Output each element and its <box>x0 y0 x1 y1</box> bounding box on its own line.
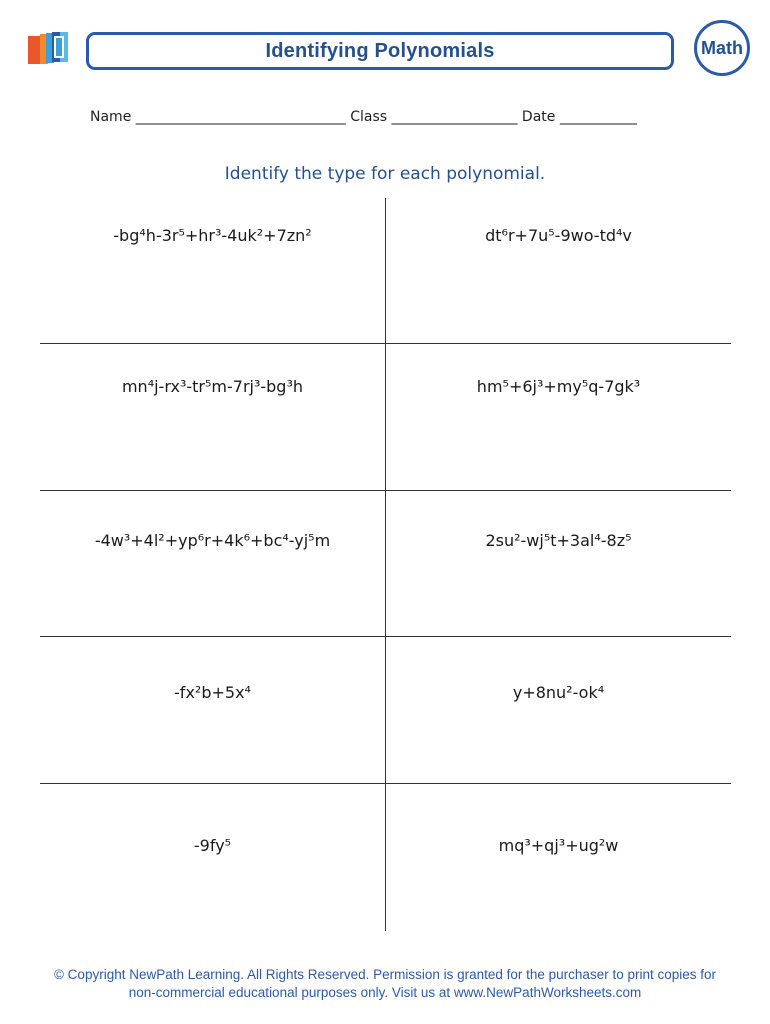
copyright-line-1: © Copyright NewPath Learning. All Rights Reserved. Permission is granted for the purchaser to print copies for <box>53 967 716 982</box>
subject-badge-label: Math <box>701 37 743 58</box>
copyright-line-2: non-commercial educational purposes only. Visit us at www.NewPathWorksheets.com <box>128 985 642 1000</box>
problem-8: y+8nu²-ok⁴ <box>512 683 605 702</box>
problem-10: mq³+qj³+ug²w <box>498 836 619 855</box>
grid-divider <box>40 783 731 784</box>
problem-1: -bg⁴h-3r⁵+hr³-4uk²+7zn² <box>113 226 312 245</box>
problem-9: -9fy⁵ <box>193 836 232 855</box>
grid-divider <box>40 636 731 637</box>
page-title: Identifying Polynomials <box>265 39 495 62</box>
problem-4: hm⁵+6j³+my⁵q-7gk³ <box>476 377 641 396</box>
title-banner <box>86 32 674 70</box>
problem-2: dt⁶r+7u⁵-9wo-td⁴v <box>485 226 632 245</box>
grid-divider <box>40 490 731 491</box>
newpath-logo-icon <box>26 30 74 70</box>
problem-3: mn⁴j-rx³-tr⁵m-7rj³-bg³h <box>121 377 304 396</box>
subject-badge <box>694 20 750 76</box>
copyright-footer <box>0 966 770 1002</box>
student-info-line: Name ______________________________ Class __________________ Date ___________ <box>90 109 637 125</box>
grid-divider <box>40 343 731 344</box>
instructions: Identify the type for each polynomial. <box>224 164 546 184</box>
problem-5: -4w³+4l²+yp⁶r+4k⁶+bc⁴-yj⁵m <box>94 531 331 550</box>
problem-7: -fx²b+5x⁴ <box>174 683 251 702</box>
problem-6: 2su²-wj⁵t+3al⁴-8z⁵ <box>485 531 632 550</box>
grid-vertical-divider <box>385 198 386 931</box>
